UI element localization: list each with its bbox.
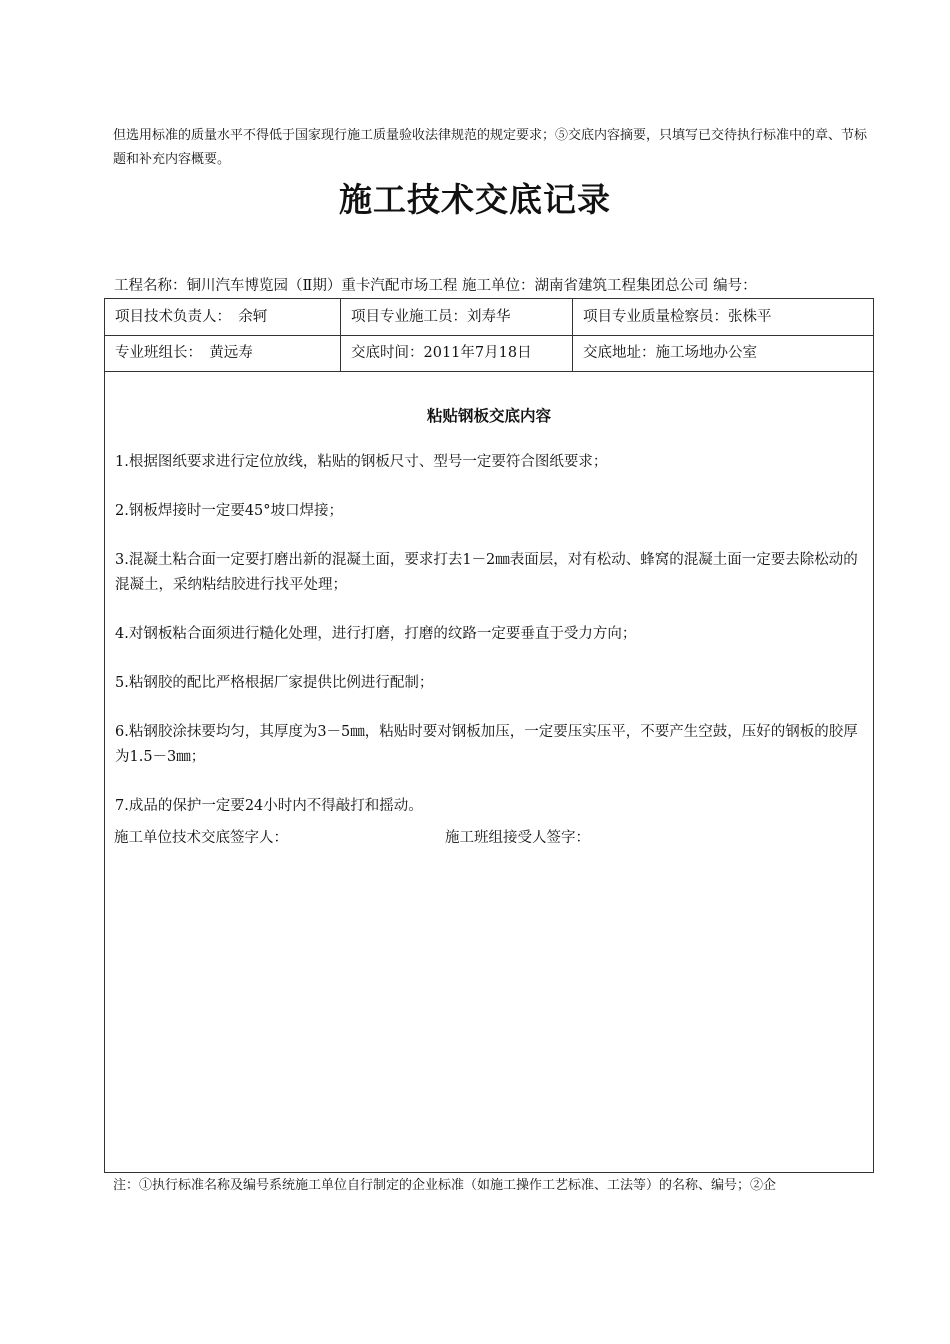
content-item: 2.钢板焊接时一定要45°坡口焊接； (115, 503, 344, 519)
table-row (105, 299, 873, 336)
briefing-time-cell: 交底时间：2011年7月18日 (341, 335, 573, 371)
content-item: 6.粘钢胶涂抹要均匀，其厚度为3－5㎜，粘贴时要对钢板加压，一定要压实压平，不要产生空鼓，压好的钢板的胶厚为1.5－3㎜； (115, 724, 858, 765)
header-note: 但选用标准的质量水平不得低于国家现行施工质量验收法律规范的规定要求；⑤交底内容摘要，只填写已交待执行标准中的章、节标题和补充内容概要。 (113, 128, 868, 167)
project-info-line: 工程名称：铜川汽车博览园（Ⅱ期）重卡汽配市场工程 施工单位：湖南省建筑工程集团总公司 编号： (114, 278, 757, 294)
content-item: 3.混凝土粘合面一定要打磨出新的混凝土面，要求打去1－2㎜表面层，对有松动、蜂窝的混凝土面一定要去除松动的混凝土，采纳粘结胶进行找平处理； (115, 552, 858, 593)
content-item: 1.根据图纸要求进行定位放线，粘贴的钢板尺寸、型号一定要符合图纸要求； (115, 454, 608, 470)
quality-inspector-cell: 项目专业质量检察员：张株平 (583, 309, 772, 325)
document-title: 施工技术交底记录 (339, 180, 611, 219)
briefing-content-area (105, 372, 873, 1172)
content-item: 5.粘钢胶的配比严格根据厂家提供比例进行配制； (115, 675, 434, 691)
construction-worker-cell: 项目专业施工员：刘寿华 (341, 299, 573, 335)
footer-note: 注：①执行标准名称及编号系统施工单位自行制定的企业标准（如施工操作工艺标准、工法等）的名称、编号；②企 (113, 1178, 777, 1193)
table-row (105, 335, 873, 372)
content-item: 4.对钢板粘合面须进行糙化处理，进行打磨，打磨的纹路一定要垂直于受力方向； (115, 626, 637, 642)
content-items (115, 450, 865, 843)
team-leader-cell: 专业班组长： 黄远寿 (105, 335, 341, 371)
technical-lead-cell: 项目技术负责人： 余轲 (105, 299, 341, 335)
team-signature-label: 施工班组接受人签字： (445, 830, 590, 846)
briefing-form-table (104, 298, 874, 1173)
unit-signature-label: 施工单位技术交底签字人： (114, 830, 288, 846)
content-subtitle: 粘贴钢板交底内容 (426, 406, 551, 425)
content-item: 7.成品的保护一定要24小时内不得敲打和摇动。 (115, 798, 423, 814)
briefing-location-cell: 交底地址：施工场地办公室 (583, 345, 757, 361)
